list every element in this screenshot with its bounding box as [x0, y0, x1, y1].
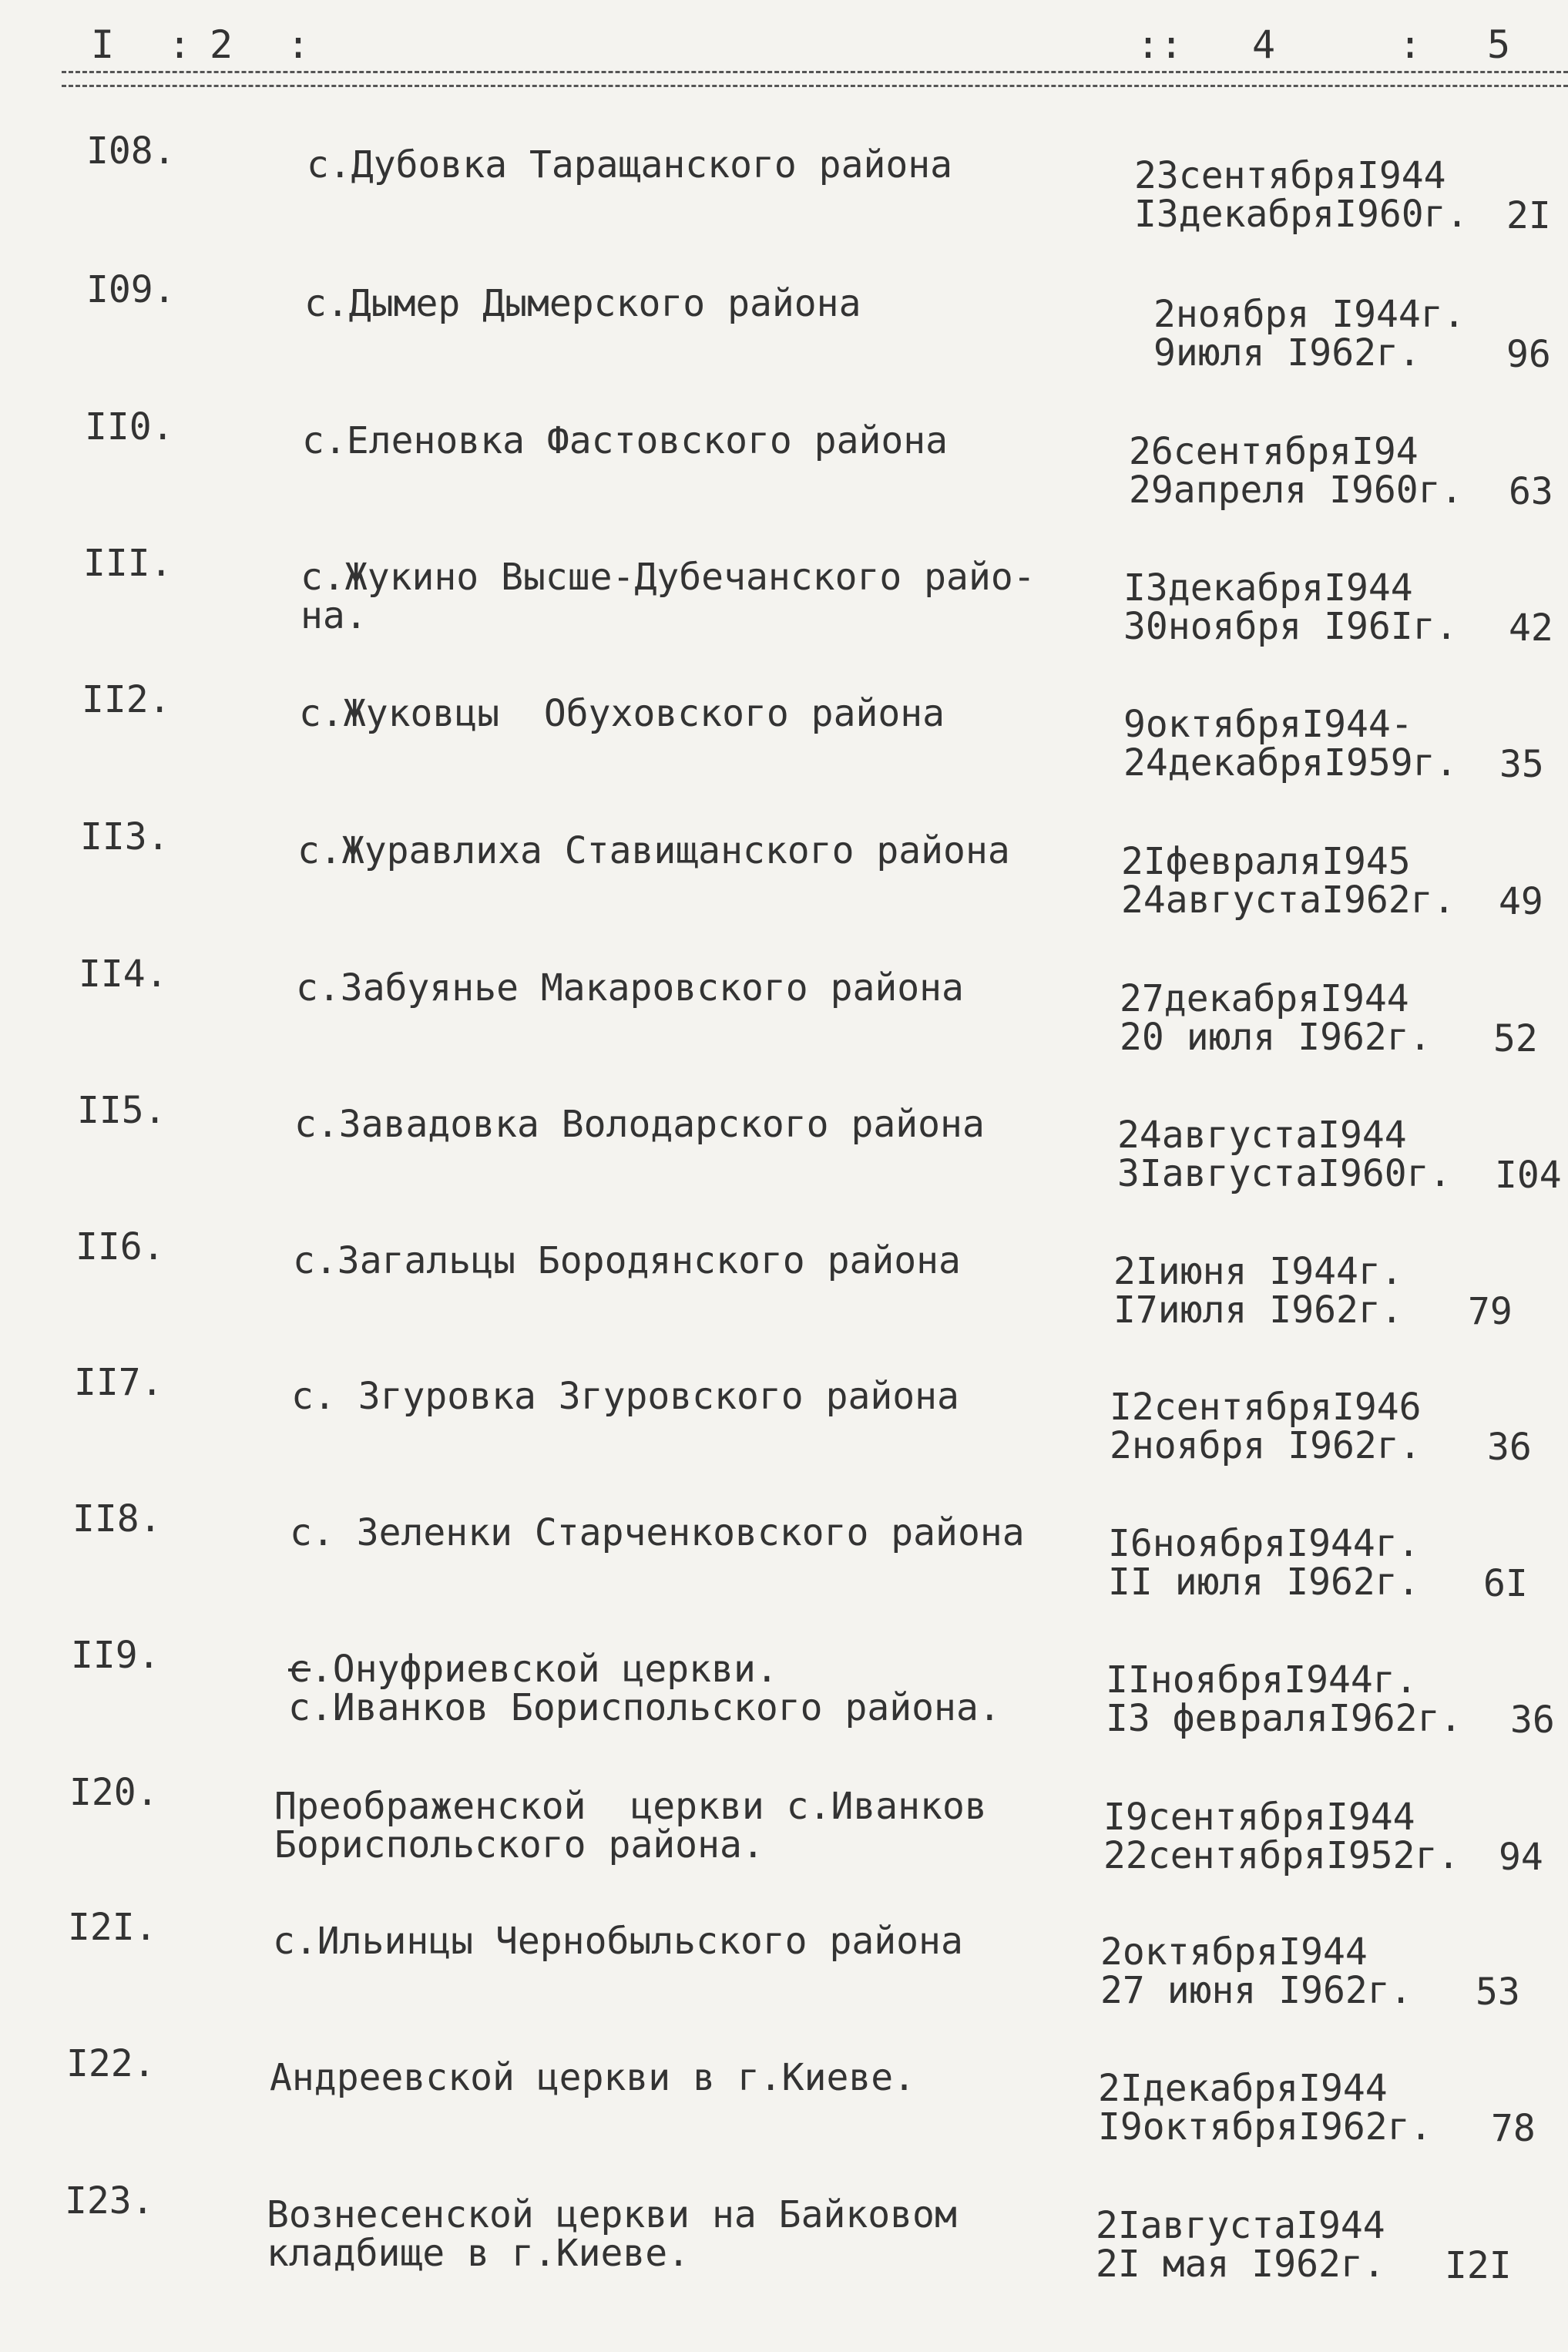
header-col5: 5	[1487, 22, 1511, 67]
item-number: II6.	[76, 1225, 165, 1268]
end-date: 24августаI962г.	[1121, 879, 1456, 922]
item-title-line2: кладбище в г.Киеве.	[267, 2232, 690, 2275]
sheet-count: 63	[1509, 470, 1553, 513]
item-title-text: с.Ильинцы Чернобыльского района	[273, 1920, 963, 1963]
header-col4: 4	[1252, 22, 1276, 67]
header-rule-bottom	[62, 85, 1568, 87]
sheet-count: I2I	[1445, 2244, 1512, 2287]
start-date: 27декабряI944	[1120, 977, 1409, 1020]
sheet-count: 35	[1499, 743, 1544, 786]
end-date: 27 июня I962г.	[1100, 1969, 1412, 2012]
sheet-count: 36	[1510, 1698, 1555, 1742]
start-date: 2IдекабряI944	[1098, 2067, 1388, 2110]
end-date: 22сентябряI952г.	[1103, 1834, 1460, 1877]
item-number: II3.	[80, 815, 170, 858]
sheet-count: 49	[1499, 880, 1543, 923]
item-title-line1	[290, 1513, 1025, 1553]
item-number: I22.	[66, 2042, 156, 2085]
item-title-line1	[294, 1104, 985, 1144]
item-number: I09.	[86, 268, 176, 311]
start-date: 9октябряI944-	[1123, 703, 1413, 746]
item-title-line2: Бориспольского района.	[274, 1823, 764, 1866]
end-date: 2ноября I962г.	[1110, 1424, 1422, 1467]
item-number: III.	[83, 542, 173, 585]
item-title-line2: на.	[301, 594, 368, 637]
item-title-text: с. Зеленки Старченковского района	[290, 1511, 1025, 1554]
start-date: 2ноября I944г.	[1153, 293, 1466, 336]
header-col2: 2	[210, 22, 233, 67]
item-title-line1	[267, 2195, 957, 2235]
item-title-line2: с.Иванков Бориспольского района.	[288, 1686, 1001, 1729]
start-date: IIноябряI944г.	[1106, 1658, 1418, 1702]
sheet-count: 79	[1468, 1290, 1513, 1333]
item-title-line1	[296, 968, 964, 1008]
end-date: II июля I962г.	[1108, 1561, 1420, 1604]
item-title-line1	[301, 557, 1036, 597]
column-header	[0, 0, 1568, 100]
header-sep1: :	[168, 22, 192, 67]
start-date: 26сентябряI94	[1129, 430, 1419, 473]
item-title-text: с.Жуковцы Обуховского района	[299, 692, 945, 735]
item-title-line1	[302, 421, 948, 461]
item-title-text: с.Дубовка Таращанского района	[307, 143, 953, 186]
end-date: I9октябряI962г.	[1098, 2105, 1432, 2149]
header-col1: I	[91, 22, 115, 67]
item-title-text: с. Згуровка Згуровского района	[291, 1375, 959, 1418]
sheet-count: 53	[1476, 1971, 1520, 2014]
item-number: II7.	[74, 1361, 163, 1404]
item-title-text: Андреевской церкви в г.Киеве.	[270, 2056, 916, 2099]
item-title-text: с.Еленовка Фастовского района	[302, 419, 949, 462]
item-title-text: Преображенской церкви с.Иванков	[274, 1785, 987, 1828]
sheet-count: 96	[1506, 333, 1551, 376]
end-date: 24декабряI959г.	[1123, 741, 1458, 785]
item-title-line1	[293, 1241, 961, 1281]
item-title-line1	[297, 831, 1010, 871]
item-number: II5.	[77, 1089, 166, 1132]
end-date: 30ноября I96Iг.	[1123, 605, 1458, 648]
struck-out-text: с	[288, 1648, 311, 1691]
end-date: 29апреля I960г.	[1129, 469, 1463, 512]
item-number: II4.	[79, 953, 168, 996]
header-rule-top	[62, 71, 1568, 73]
end-date: I3декабряI960г.	[1134, 193, 1469, 236]
item-title-text: с.Загальцы Бородянского района	[293, 1239, 961, 1282]
header-sep3: ::	[1137, 22, 1184, 67]
item-title-line1	[270, 2058, 915, 2098]
item-number: I08.	[86, 129, 176, 173]
start-date: I9сентябряI944	[1103, 1796, 1415, 1839]
item-title-text: с.Дымер Дымерского района	[304, 282, 861, 325]
header-sep2: :	[287, 22, 311, 67]
item-title-line1	[307, 145, 952, 185]
sheet-count: 42	[1509, 606, 1553, 650]
end-date: 9июля I962г.	[1153, 331, 1421, 375]
item-title-line1	[288, 1649, 778, 1689]
item-title-line1	[274, 1786, 987, 1826]
sheet-count: 78	[1491, 2107, 1536, 2150]
header-sep4: :	[1398, 22, 1422, 67]
start-date: 2Iиюня I944г.	[1113, 1250, 1403, 1293]
sheet-count: 52	[1493, 1017, 1538, 1060]
start-date: 2IавгустаI944	[1096, 2204, 1385, 2247]
item-number: II2.	[82, 678, 171, 721]
item-number: I2I.	[68, 1906, 157, 1949]
item-number: II8.	[72, 1497, 162, 1541]
item-title-text: с.Журавлиха Ставищанского района	[297, 829, 1010, 872]
sheet-count: 36	[1487, 1426, 1532, 1469]
start-date: 23сентябряI944	[1134, 154, 1446, 197]
item-title-line1	[299, 694, 945, 734]
sheet-count: I04	[1495, 1154, 1562, 1197]
item-number: II9.	[71, 1634, 160, 1677]
item-number: I20.	[69, 1771, 159, 1814]
sheet-count: 2I	[1506, 194, 1551, 237]
item-title-text: Вознесенской церкви на Байковом	[267, 2193, 957, 2236]
item-title-text: с.Завадовка Володарского района	[294, 1103, 985, 1146]
item-title-text: с.Забуянье Макаровского района	[296, 966, 964, 1010]
end-date: I7июля I962г.	[1113, 1289, 1403, 1332]
start-date: 2IфевраляI945	[1121, 840, 1411, 883]
item-title-text: .Онуфриевской церкви.	[310, 1648, 778, 1691]
end-date: I3 февраляI962г.	[1106, 1697, 1462, 1740]
sheet-count: 94	[1499, 1836, 1543, 1879]
end-date: 2I мая I962г.	[1096, 2243, 1385, 2286]
item-title-text: с.Жукино Высше-Дубечанского райо-	[301, 556, 1036, 599]
item-title-line1	[304, 284, 861, 324]
start-date: I6ноябряI944г.	[1108, 1522, 1420, 1565]
start-date: 2октябряI944	[1100, 1930, 1368, 1974]
start-date: I2сентябряI946	[1110, 1386, 1422, 1429]
item-title-line1	[291, 1376, 959, 1416]
start-date: 24августаI944	[1117, 1114, 1407, 1157]
end-date: 20 июля I962г.	[1120, 1016, 1432, 1059]
sheet-count: 6I	[1483, 1562, 1528, 1605]
end-date: 3IавгустаI960г.	[1117, 1152, 1452, 1195]
item-number: II0.	[85, 405, 174, 449]
item-title-line1	[273, 1921, 963, 1961]
start-date: I3декабряI944	[1123, 566, 1413, 610]
item-number: I23.	[65, 2179, 154, 2223]
